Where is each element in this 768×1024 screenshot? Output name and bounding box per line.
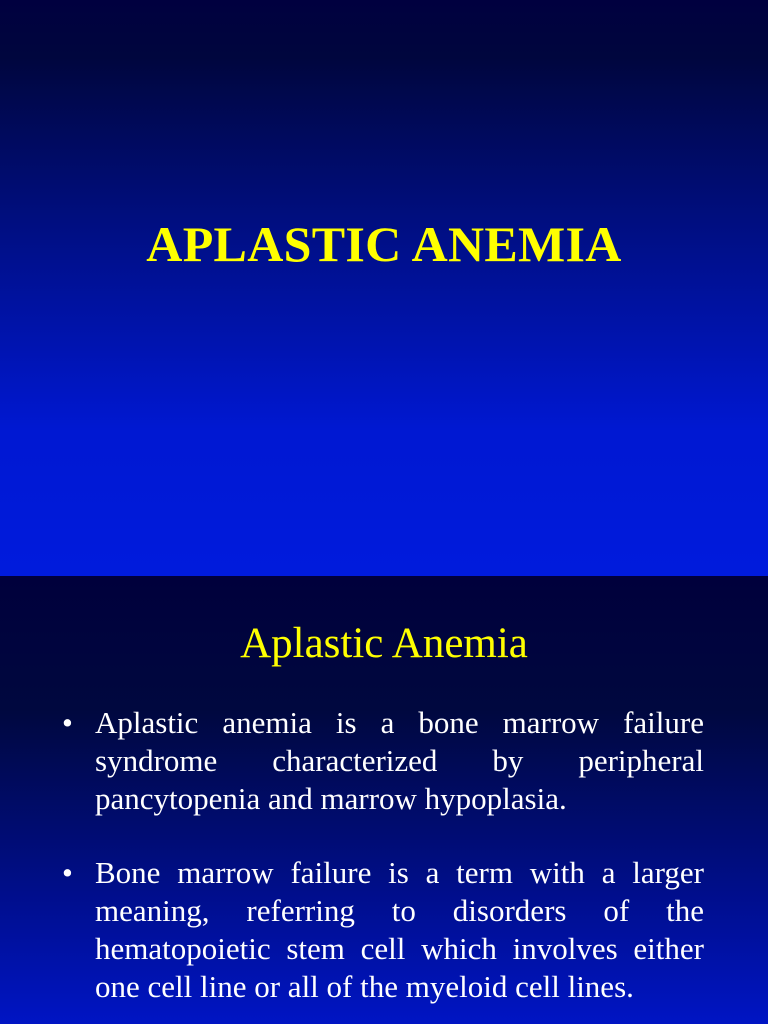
bullet-list [62,704,704,1024]
slide-1-title: APLASTIC ANEMIA [146,216,622,272]
bullet-text: Aplastic anemia is a bone marrow failure syndrome characterized by peripheral pancytopenia and marrow hypoplasia. [95,705,704,816]
bullet-item [62,854,704,1006]
bullet-dot-icon: • [62,855,73,890]
bullet-item [62,704,704,818]
bullet-dot-icon: • [62,705,73,740]
slide-2 [0,576,768,1024]
slide-2-title: Aplastic Anemia [240,620,528,667]
bullet-text: Bone marrow failure is a term with a larger meaning, referring to disorders of the hematopoietic stem cell which involves either one cell line or all of the myeloid cell lines. [95,855,704,1004]
